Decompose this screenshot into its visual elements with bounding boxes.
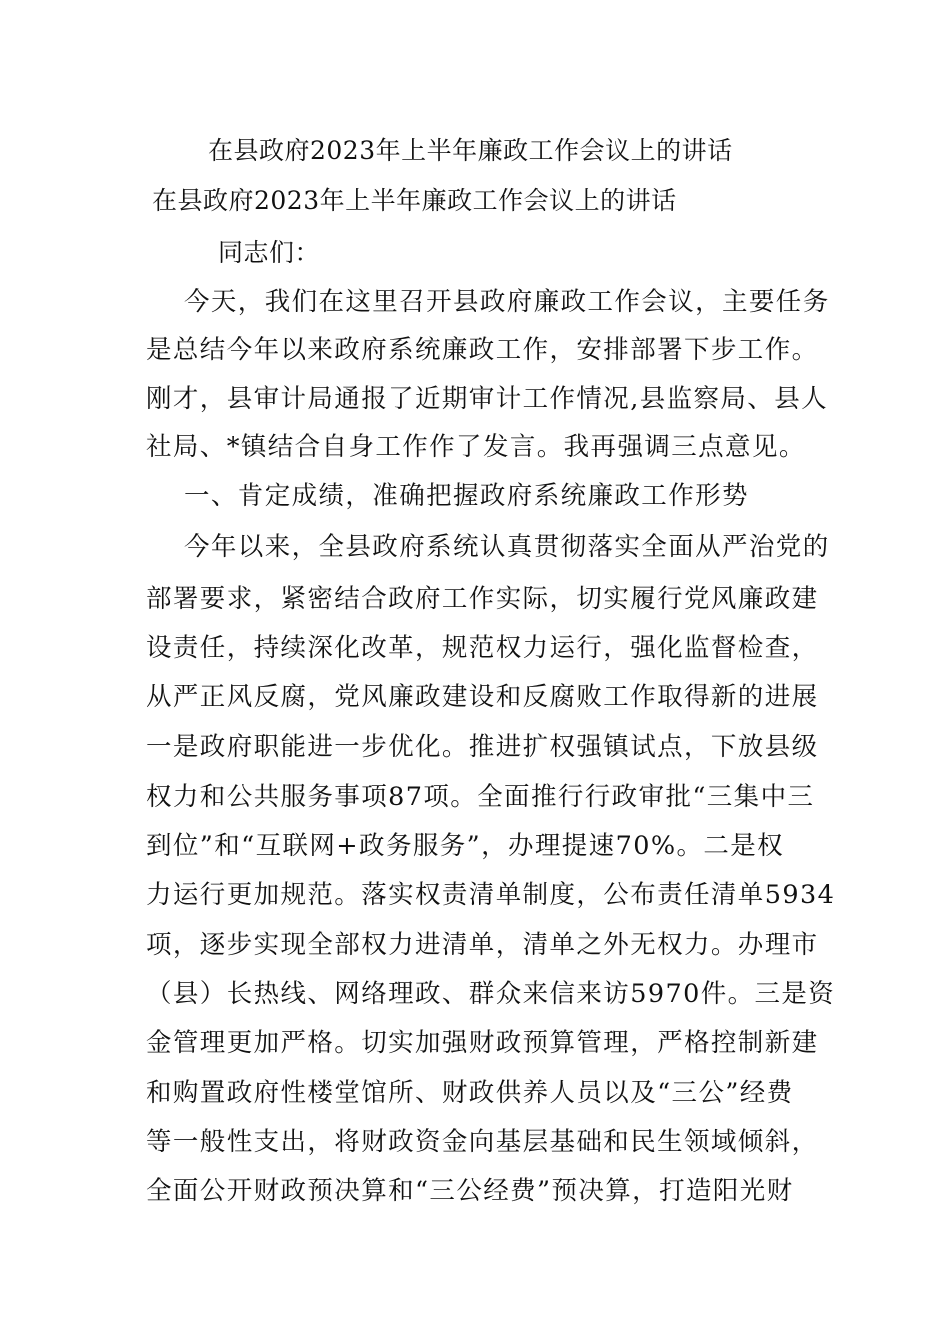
body-line: 权力和公共服务事项87项。全面推行行政审批“三集中三 [146,782,815,812]
body-line: 社局、*镇结合自身工作作了发言。我再强调三点意见。 [146,432,806,462]
salutation: 同志们： [218,238,321,267]
body-line: 今天，我们在这里召开县政府廉政工作会议，主要任务 [184,287,830,317]
body-line: （县）长热线、网络理政、群众来信来访5970件。三是资 [146,979,836,1009]
document-title: 在县政府2023年上半年廉政工作会议上的讲话 [208,136,733,165]
body-line: 力运行更加规范。落实权责清单制度，公布责任清单5934 [146,880,836,910]
body-line: 全面公开财政预决算和“三公经费”预决算，打造阳光财 [146,1176,794,1206]
body-line: 从严正风反腐，党风廉政建设和反腐败工作取得新的进展 [146,682,819,712]
body-line: 到位”和“互联网+政务服务”，办理提速70%。二是权 [146,831,785,861]
body-line: 部署要求，紧密结合政府工作实际，切实履行党风廉政建 [146,584,819,614]
body-line: 今年以来，全县政府系统认真贯彻落实全面从严治党的 [184,532,830,562]
body-line: 一是政府职能进一步优化。推进扩权强镇试点，下放县级 [146,732,819,762]
body-line: 刚才，县审计局通报了近期审计工作情况,县监察局、县人 [146,384,829,414]
body-line: 金管理更加严格。切实加强财政预算管理，严格控制新建 [146,1028,819,1058]
body-line: 项，逐步实现全部权力进清单，清单之外无权力。办理市 [146,930,819,960]
document-subtitle: 在县政府2023年上半年廉政工作会议上的讲话 [152,186,677,215]
body-line: 和购置政府性楼堂馆所、财政供养人员以及“三公”经费 [146,1078,794,1108]
body-line: 设责任，持续深化改革，规范权力运行，强化监督检查， [146,633,819,663]
body-line: 是总结今年以来政府系统廉政工作，安排部署下步工作。 [146,335,819,365]
body-line: 等一般性支出，将财政资金向基层基础和民生领域倾斜， [146,1127,819,1157]
section-heading: 一、肯定成绩，准确把握政府系统廉政工作形势 [184,481,749,511]
